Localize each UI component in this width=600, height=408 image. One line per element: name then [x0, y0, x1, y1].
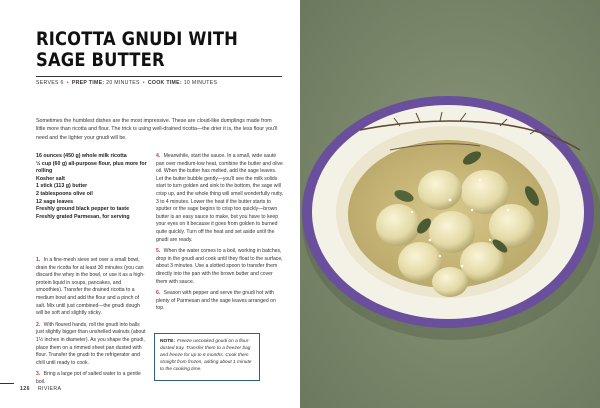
ingredient: 1 stick (113 g) butter	[36, 183, 88, 190]
step-text: With floured hands, roll the gnudi into balls just slightly bigger than unshelled walnuts (about 1½ inches in diameter). As you shape the gnudi, place them on a rimmed sheet pan dusted with flour. Transfer the gnudi to the refrigerator and chill until ready to cook.	[36, 321, 146, 366]
recipe-meta	[36, 80, 217, 86]
step-5	[156, 248, 284, 286]
step-2	[36, 322, 148, 368]
recipe-title: RICOTTA GNUDI WITH SAGE BUTTER	[36, 28, 238, 71]
ingredient: Freshly ground black pepper to taste	[36, 206, 130, 213]
photo-page	[300, 0, 600, 408]
title-rule	[36, 76, 282, 77]
recipe-intro: Sometimes the humblest dishes are the most impressive. These are cloud-like dumplings made from little more than ricotta and flour. The trick is using well-drained ricotta—the drier it is, the less flour you'll need and the lighter your gnudi will be.	[36, 118, 278, 141]
serves: SERVES 6	[36, 80, 64, 86]
step-number: 6.	[156, 290, 161, 297]
step-text: In a fine-mesh sieve set over a small bowl, drain the ricotta for at least 30 minutes (you can discard the whey in the bowl, or use it as a high-protein liquid in soups, pancakes, and smoothies). Transfer the drained ricotta to a medium bowl and add the flour and a pinch of salt. Mix until just combined—the gnudi dough will be soft and slightly sticky.	[36, 257, 145, 317]
step-3	[36, 371, 148, 386]
ingredient-list	[36, 153, 148, 221]
step-text: Season with pepper and serve the gnudi hot with plenty of Parmesan and the sage leaves arranged on top.	[156, 290, 276, 312]
step-number: 4.	[156, 153, 161, 159]
cook-value: 10 MINUTES	[183, 80, 218, 86]
folio	[20, 386, 61, 392]
freezing-note	[154, 333, 260, 381]
step-number: 5.	[156, 248, 161, 255]
gnudi-photo	[300, 0, 600, 408]
step-4	[156, 153, 284, 244]
cook-label: COOK TIME:	[147, 80, 182, 86]
ingredient: 2 tablespoons olive oil	[36, 190, 93, 197]
ingredient: Freshly grated Parmesan, for serving	[36, 213, 130, 220]
method-column-left	[36, 257, 148, 391]
meta-separator: •	[142, 80, 145, 86]
ingredient: 16 ounces (450 g) whole milk ricotta	[36, 153, 127, 159]
step-number: 1.	[36, 257, 41, 263]
step-6	[156, 290, 284, 313]
ingredient: Kosher salt	[36, 175, 65, 182]
page-number: 126	[20, 386, 30, 392]
gnudi-dumpling	[432, 267, 468, 297]
step-text: Meanwhile, start the sauce. In a small, wide sauté pan over medium-low heat, combine the butter and olive oil. When the butter has melted, add the sage leaves. Let the butter bubble gently—you'll see the milk solids start to turn golden and sink to the bottom, the sage will crisp up, and the whole thing will smell wonderfully nutty, 3 to 4 minutes. Lower the heat if the butter starts to sputter or the sage begins to crisp too quickly—brown butter is an easy sauce to make, but you have to keep your eyes on it because it goes from golden to burned quite quickly. Turn off the heat and set aside until the gnudi are ready.	[156, 153, 284, 243]
step-number: 2.	[36, 321, 41, 328]
note-label: NOTE:	[160, 339, 175, 344]
ingredient: ½ cup (60 g) all-purpose flour, plus more for rolling	[36, 160, 147, 175]
step-text: When the water comes to a boil, working in batches, drop in the gnudi and cook until they float to the surface, about 3 minutes. Use a slotted spoon to transfer them directly into the pan with the brown butter and cover them with sauce.	[156, 248, 283, 285]
section-name: RIVIERA	[37, 386, 62, 392]
folio-rule	[0, 383, 14, 384]
gnudi-dumpling	[418, 170, 462, 210]
method-column-right	[156, 153, 284, 317]
meta-separator: •	[66, 80, 69, 86]
gnudi-dumpling	[376, 204, 420, 246]
step-number: 3.	[36, 371, 41, 378]
step-1	[36, 257, 148, 318]
ingredient: 12 sage leaves	[36, 198, 74, 205]
prep-value: 20 MINUTES	[106, 80, 140, 86]
step-text: Bring a large pot of salted water to a gentle boil.	[36, 371, 141, 385]
prep-label: PREP TIME:	[71, 80, 105, 86]
note-text: Freeze uncooked gnudi on a flour-dusted tray. Transfer them to a freezer bag and freeze for up to 6 months. Cook them straight from frozen, adding about 1 minute to the cooking time.	[160, 339, 252, 372]
